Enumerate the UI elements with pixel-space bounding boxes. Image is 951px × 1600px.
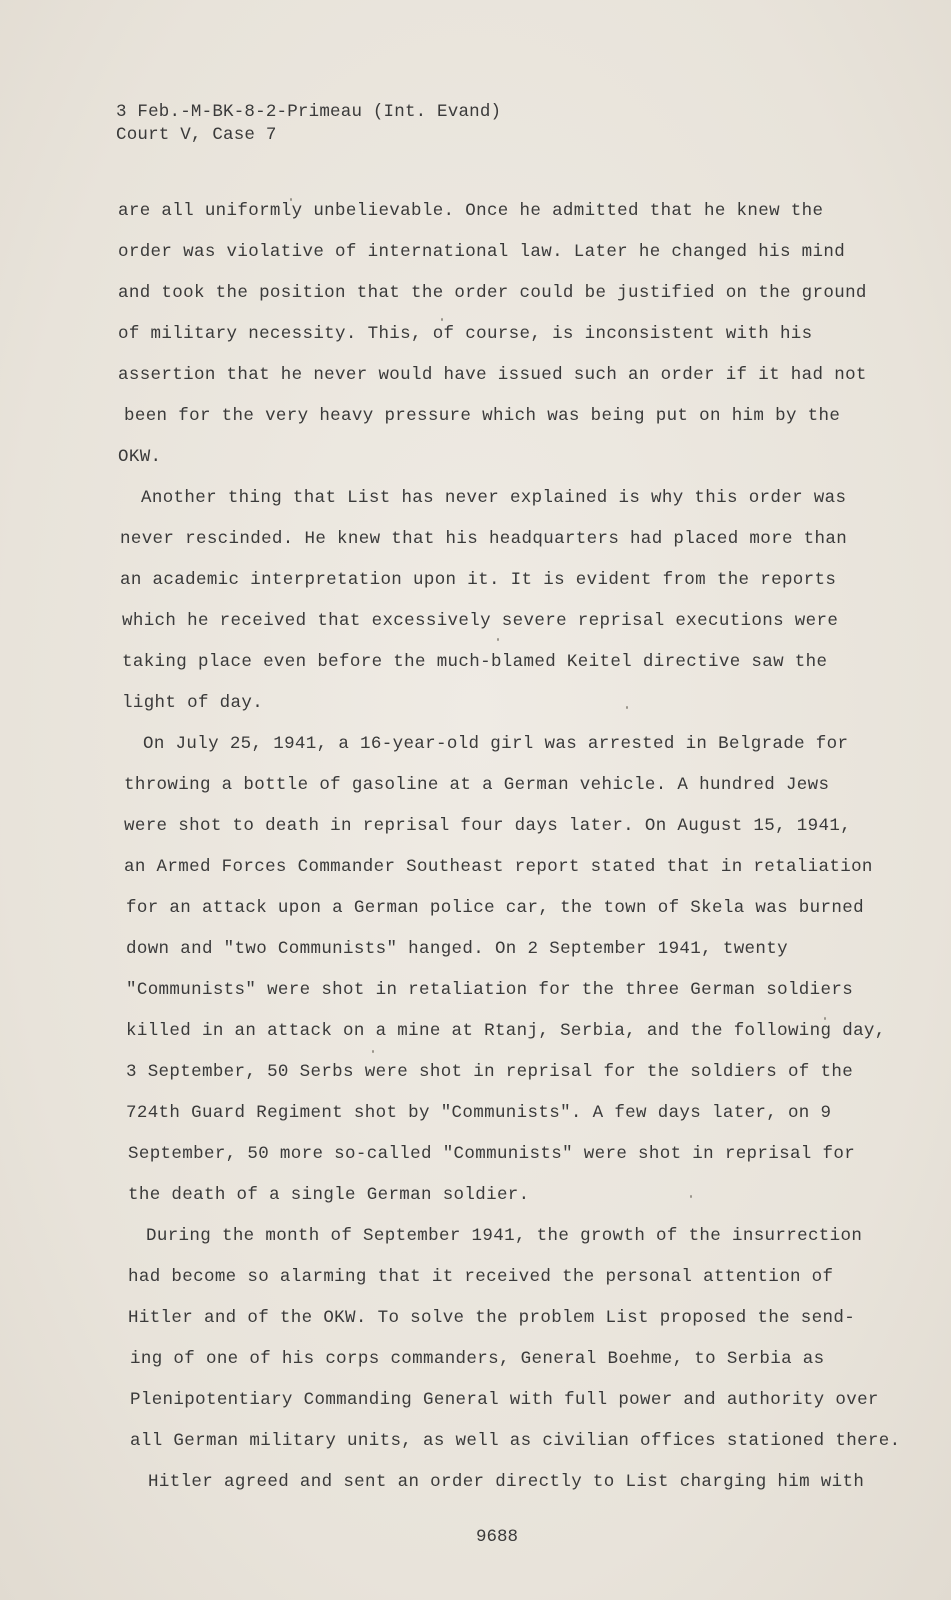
text-line: Hitler agreed and sent an order directly to List charging him with <box>148 1472 865 1492</box>
text-line: light of day. <box>122 693 264 713</box>
text-line: are all uniformly unbelievable. Once he admitted that he knew the <box>118 201 824 221</box>
text-line: were shot to death in reprisal four days later. On August 15, 1941, <box>124 816 852 836</box>
text-line: throwing a bottle of gasoline at a German vehicle. A hundred Jews <box>124 775 830 795</box>
text-line: order was violative of international law. Later he changed his mind <box>118 242 846 262</box>
text-line: never rescinded. He knew that his headquarters had placed more than <box>120 529 848 549</box>
paper-speck <box>690 1195 692 1198</box>
text-line: for an attack upon a German police car, the town of Skela was burned <box>126 898 864 918</box>
paper-speck <box>290 198 292 201</box>
text-line: an Armed Forces Commander Southeast report stated that in retaliation <box>124 857 873 877</box>
text-line: and took the position that the order could be justified on the ground <box>118 283 867 303</box>
header-court-line: Court V, Case 7 <box>116 125 277 145</box>
text-line: assertion that he never would have issued such an order if it had not <box>118 365 867 385</box>
paper-speck <box>441 318 443 321</box>
text-line: taking place even before the much-blamed Keitel directive saw the <box>122 652 828 672</box>
header-reference-line: 3 Feb.-M-BK-8-2-Primeau (Int. Evand) <box>116 102 502 122</box>
text-line: Hitler and of the OKW. To solve the problem List proposed the send- <box>128 1308 856 1328</box>
page-number: 9688 <box>476 1527 519 1547</box>
text-line: "Communists" were shot in retaliation for the three German soldiers <box>126 980 854 1000</box>
paper-speck <box>497 638 499 641</box>
text-line: the death of a single German soldier. <box>128 1185 530 1205</box>
text-line: had become so alarming that it received the personal attention of <box>128 1267 834 1287</box>
text-line: OKW. <box>118 447 162 467</box>
text-line: all German military units, as well as civilian offices stationed there. <box>130 1431 901 1451</box>
text-line: 3 September, 50 Serbs were shot in reprisal for the soldiers of the <box>126 1062 854 1082</box>
paper-speck <box>372 1050 374 1053</box>
text-line: 724th Guard Regiment shot by "Communists". A few days later, on 9 <box>126 1103 832 1123</box>
text-line: ing of one of his corps commanders, General Boehme, to Serbia as <box>130 1349 825 1369</box>
paper-speck <box>626 706 628 709</box>
text-line: killed in an attack on a mine at Rtanj, Serbia, and the following day, <box>126 1021 886 1041</box>
text-line: Another thing that List has never explained is why this order was <box>141 488 847 508</box>
text-line: of military necessity. This, of course, is inconsistent with his <box>118 324 813 344</box>
text-line: been for the very heavy pressure which was being put on him by the <box>124 406 841 426</box>
text-line: which he received that excessively severe reprisal executions were <box>122 611 839 631</box>
text-line: During the month of September 1941, the growth of the insurrection <box>146 1226 863 1246</box>
text-line: Plenipotentiary Commanding General with full power and authority over <box>130 1390 879 1410</box>
text-line: an academic interpretation upon it. It is evident from the reports <box>120 570 837 590</box>
document-header <box>116 101 501 147</box>
text-line: down and "two Communists" hanged. On 2 September 1941, twenty <box>126 939 788 959</box>
text-line: On July 25, 1941, a 16-year-old girl was arrested in Belgrade for <box>143 734 849 754</box>
paper-speck <box>824 1017 826 1020</box>
text-line: September, 50 more so-called "Communists" were shot in reprisal for <box>128 1144 856 1164</box>
